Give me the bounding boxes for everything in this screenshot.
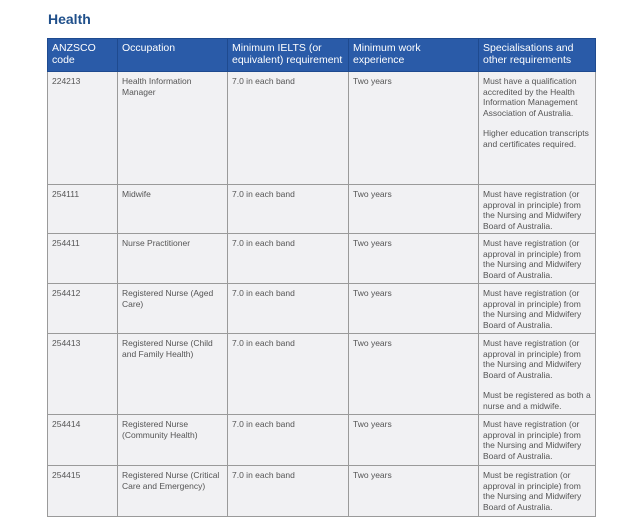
requirement-text: Must be registered as both a nurse and a midwife.: [483, 390, 591, 411]
cell-experience: Two years: [349, 284, 479, 334]
requirement-text: Must have registration (or approval in principle) from the Nursing and Midwifery Board of Australia.: [483, 189, 582, 231]
cell-code: 254415: [48, 466, 118, 517]
requirement-text: Must have a qualification accredited by the Health Information Management Association of Australia.: [483, 76, 578, 118]
cell-code: 254414: [48, 415, 118, 466]
cell-experience: Two years: [349, 334, 479, 415]
table-row: [48, 234, 596, 284]
table-header-row: [48, 39, 596, 72]
table-row: [48, 334, 596, 415]
cell-occupation: Registered Nurse (Child and Family Health): [118, 334, 228, 415]
section-title: Health: [48, 11, 91, 27]
cell-requirements: [479, 284, 596, 334]
cell-experience: Two years: [349, 234, 479, 284]
cell-requirements: [479, 415, 596, 466]
table-row: [48, 72, 596, 185]
cell-code: 254413: [48, 334, 118, 415]
requirement-text: Must have registration (or approval in principle) from the Nursing and Midwifery Board of Australia.: [483, 288, 582, 330]
cell-experience: Two years: [349, 415, 479, 466]
cell-ielts: 7.0 in each band: [228, 334, 349, 415]
cell-requirements: [479, 466, 596, 517]
cell-requirements: [479, 334, 596, 415]
cell-occupation: Nurse Practitioner: [118, 234, 228, 284]
cell-requirements: [479, 234, 596, 284]
cell-code: 254412: [48, 284, 118, 334]
cell-requirements: [479, 185, 596, 234]
cell-occupation: Registered Nurse (Community Health): [118, 415, 228, 466]
occupation-table: [47, 38, 596, 517]
cell-code: 224213: [48, 72, 118, 185]
cell-code: 254411: [48, 234, 118, 284]
cell-experience: Two years: [349, 185, 479, 234]
cell-occupation: Midwife: [118, 185, 228, 234]
requirement-text: Must have registration (or approval in principle) from the Nursing and Midwifery Board of Australia.: [483, 419, 582, 461]
cell-occupation: Registered Nurse (Aged Care): [118, 284, 228, 334]
cell-ielts: 7.0 in each band: [228, 234, 349, 284]
requirement-text: Higher education transcripts and certificates required.: [483, 128, 589, 149]
table-row: [48, 284, 596, 334]
table-row: [48, 185, 596, 234]
header-occupation: Occupation: [118, 39, 228, 72]
requirement-text: Must have registration (or approval in principle) from the Nursing and Midwifery Board of Australia.: [483, 238, 582, 280]
requirement-text: Must have registration (or approval in principle) from the Nursing and Midwifery Board of Australia.: [483, 338, 582, 380]
cell-ielts: 7.0 in each band: [228, 185, 349, 234]
header-minimum-ielts: Minimum IELTS (or equivalent) requirement: [228, 39, 349, 72]
header-minimum-work-experience: Minimum work experience: [349, 39, 479, 72]
cell-ielts: 7.0 in each band: [228, 415, 349, 466]
requirement-text: Must be registration (or approval in principle) from the Nursing and Midwifery Board of Australia.: [483, 470, 582, 512]
header-anzsco-code: ANZSCO code: [48, 39, 118, 72]
cell-occupation: Registered Nurse (Critical Care and Emergency): [118, 466, 228, 517]
cell-occupation: Health Information Manager: [118, 72, 228, 185]
cell-ielts: 7.0 in each band: [228, 284, 349, 334]
table-row: [48, 415, 596, 466]
cell-experience: Two years: [349, 72, 479, 185]
cell-requirements: [479, 72, 596, 185]
cell-ielts: 7.0 in each band: [228, 72, 349, 185]
table-row: [48, 466, 596, 517]
cell-experience: Two years: [349, 466, 479, 517]
cell-code: 254111: [48, 185, 118, 234]
header-specialisations: Specialisations and other requirements: [479, 39, 596, 72]
cell-ielts: 7.0 in each band: [228, 466, 349, 517]
